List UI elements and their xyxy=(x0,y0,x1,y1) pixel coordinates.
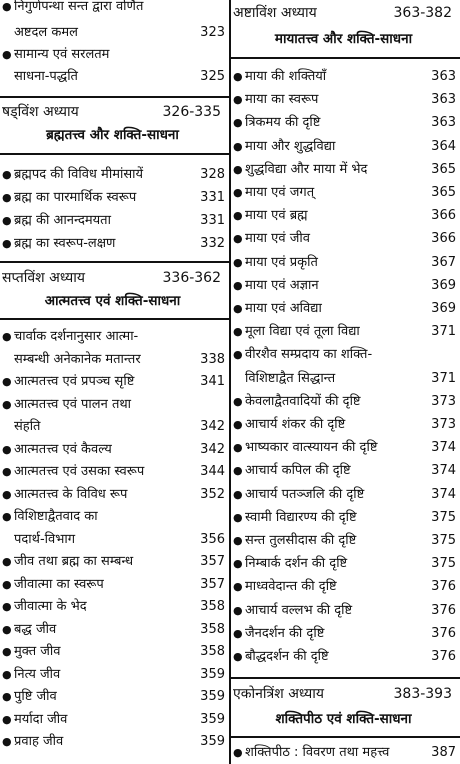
bullet-icon: ● xyxy=(2,237,12,250)
bullet-icon: ● xyxy=(2,712,12,726)
bullet-icon: ● xyxy=(233,487,243,501)
bullet-icon: ● xyxy=(2,645,12,658)
bullet-icon: ● xyxy=(233,534,243,547)
bullet-icon: ● xyxy=(2,397,12,411)
bullet-icon: ● xyxy=(233,116,243,130)
chapter-subtitle: आत्मतत्त्व एवं शक्ति-साधना xyxy=(44,293,181,309)
bullet-icon: ● xyxy=(233,348,243,362)
bullet-icon: ● xyxy=(233,93,243,107)
chapter-heading: सप्तविंश अध्याय 336-362 xyxy=(2,270,221,286)
bullet-icon: ● xyxy=(2,577,12,591)
bullet-icon: ● xyxy=(2,735,12,748)
bullet-icon: ● xyxy=(233,302,243,315)
bullet-icon: ● xyxy=(2,375,12,388)
bullet-icon: ● xyxy=(233,580,243,594)
bullet-icon: ● xyxy=(2,667,12,681)
section-rule xyxy=(0,96,229,98)
bullet-icon: ● xyxy=(233,650,243,663)
bullet-icon: ● xyxy=(2,487,12,501)
bullet-icon: ● xyxy=(233,325,243,339)
bullet-icon: ● xyxy=(233,232,243,246)
bullet-icon: ● xyxy=(2,48,12,61)
bullet-icon: ● xyxy=(233,510,243,524)
section-rule xyxy=(0,153,229,155)
bullet-icon: ● xyxy=(2,690,12,703)
bullet-icon: ● xyxy=(233,139,243,153)
bullet-icon: ● xyxy=(2,465,12,478)
bullet-icon: ● xyxy=(233,394,243,408)
bullet-icon: ● xyxy=(233,162,243,176)
chapter-heading: एकोनत्रिंश अध्याय 383-393 xyxy=(233,686,452,702)
bullet-icon: ● xyxy=(233,626,243,640)
section-rule xyxy=(0,318,229,320)
bullet-icon: ● xyxy=(233,278,243,292)
bullet-icon: ● xyxy=(233,70,243,83)
bullet-icon: ● xyxy=(2,622,12,636)
section-rule xyxy=(231,736,460,738)
bullet-icon: ● xyxy=(2,191,12,204)
bullet-icon: ● xyxy=(2,168,12,181)
chapter-subtitle: ब्रह्मतत्त्व और शक्ति-साधना xyxy=(46,127,179,143)
bullet-icon: ● xyxy=(233,441,243,455)
chapter-heading: अष्टाविंश अध्याय 363-382 xyxy=(233,5,452,21)
bullet-icon: ● xyxy=(2,510,12,523)
section-rule xyxy=(231,677,460,679)
bullet-icon: ● xyxy=(2,214,12,227)
bullet-icon: ● xyxy=(233,746,243,759)
bullet-icon: ● xyxy=(233,209,243,223)
chapter-subtitle: मायातत्त्व और शक्ति-साधना xyxy=(274,31,413,47)
bullet-icon: ● xyxy=(233,557,243,571)
bullet-icon: ● xyxy=(2,330,12,343)
bullet-icon: ● xyxy=(233,186,243,199)
bullet-icon: ● xyxy=(2,555,12,568)
chapter-heading: षड्विंश अध्याय 326-335 xyxy=(2,104,221,120)
table-of-contents-page: ● निगुर्णपन्था सन्त द्वारा वर्णित अष्टदल कमल 323 ● सामान्य एवं सरलतम साधना-पद्धति 325 षड्विंश अध्याय 326-335 ब्रह्मतत्त्व और शक्ति-साधना ● ब्रह्मपद की विविध मीमांसायें 328 ● ब्रह्म का पारमार्थिक स्वरूप 331 ● ब्रह्म की आनन्दमयता 331 ● ब्रह्म का स्वरूप-लक्षण 332 सप्तविंश अध्याय 336-362 आत्मतत्त्व एवं शक्ति-साधना ● चार्वाक दर्शनानुसार आत्मा- सम्बन्धी अनेकानेक मतान्तर 338 ● आत्मतत्त्व एवं प्रपञ्च सृष्टि 341 ● आत्मतत्त्व एवं पालन तथा संहति 342 ● आत्मतत्त्व एवं कैवल्य 342 ● आत्मतत्त्व एवं उसका स्वरूप 344 ● आत्मतत्त्व के विविध रूप 352 ● विशिष्टाद्वैतवाद का पदार्थ-विभाग 356 ● जीव तथा ब्रह्म का सम्बन्ध 357 ● जीवात्मा का स्वरूप 357 ● जीवात्मा के भेद 358 ● बद्ध जीव 358 ● मुक्त जीव 358 ● नित्य जीव 359 ● पुष्टि जीव 359 ● मर्यादा जीव 359 ● प्रवाह जीव 359 अष्टाविंश अध्याय 363-382 मायातत्त्व और शक्ति-साधना ● माया की शक्तियाँ 363 ● माया का स्वरूप 363 ● त्रिकमय की दृष्टि 363 ● माया और शुद्धविद्या 364 ● शुद्धविद्या और माया में भेद 365 ● माया एवं जगत् 365 ● माया एवं ब्रह्म 366 ● माया एवं जीव 366 ● माया एवं प्रकृति 367 ● माया एवं अज्ञान 369 ● माया एवं अविद्या 369 ● मूला विद्या एवं तूला विद्या 371 ● वीरशैव सम्प्रदाय का शक्ति- विशिष्टाद्वैत सिद्धान्त 371 ● केवलाद्वैतवादियों की दृष्टि 373 ● आचार्य शंकर की दृष्टि 373 ● भाष्यकार वात्स्यायन की दृष्टि 374 ● आचार्य कपिल की दृष्टि 374 ● आचार्य पतञ्जलि की दृष्टि 374 ● स्वामी विद्यारण्य की दृष्टि 375 ● सन्त तुलसीदास की दृष्टि 375 ● निम्बार्क दर्शन की दृष्टि 375 ● माध्ववेदान्त की दृष्टि 376 ● आचार्य वल्लभ की दृष्टि 376 ● जैनदर्शन की दृष्टि 376 ● बौद्धदर्शन की दृष्टि 376 एकोनत्रिंश अध्याय 383-393 शक्तिपीठ एवं शक्ति-साधना ● शक्तिपीठ : विवरण तथा महत्त्व 387 xyxy=(0,0,460,764)
column-divider xyxy=(229,0,231,764)
chapter-subtitle: शक्तिपीठ एवं शक्ति-साधना xyxy=(275,711,412,727)
bullet-icon: ● xyxy=(233,255,243,269)
bullet-icon: ● xyxy=(2,0,12,13)
section-rule xyxy=(231,57,460,59)
bullet-icon: ● xyxy=(233,464,243,478)
bullet-icon: ● xyxy=(2,442,12,456)
bullet-icon: ● xyxy=(233,418,243,431)
bullet-icon: ● xyxy=(233,603,243,617)
section-rule xyxy=(0,261,229,263)
bullet-icon: ● xyxy=(2,600,12,613)
